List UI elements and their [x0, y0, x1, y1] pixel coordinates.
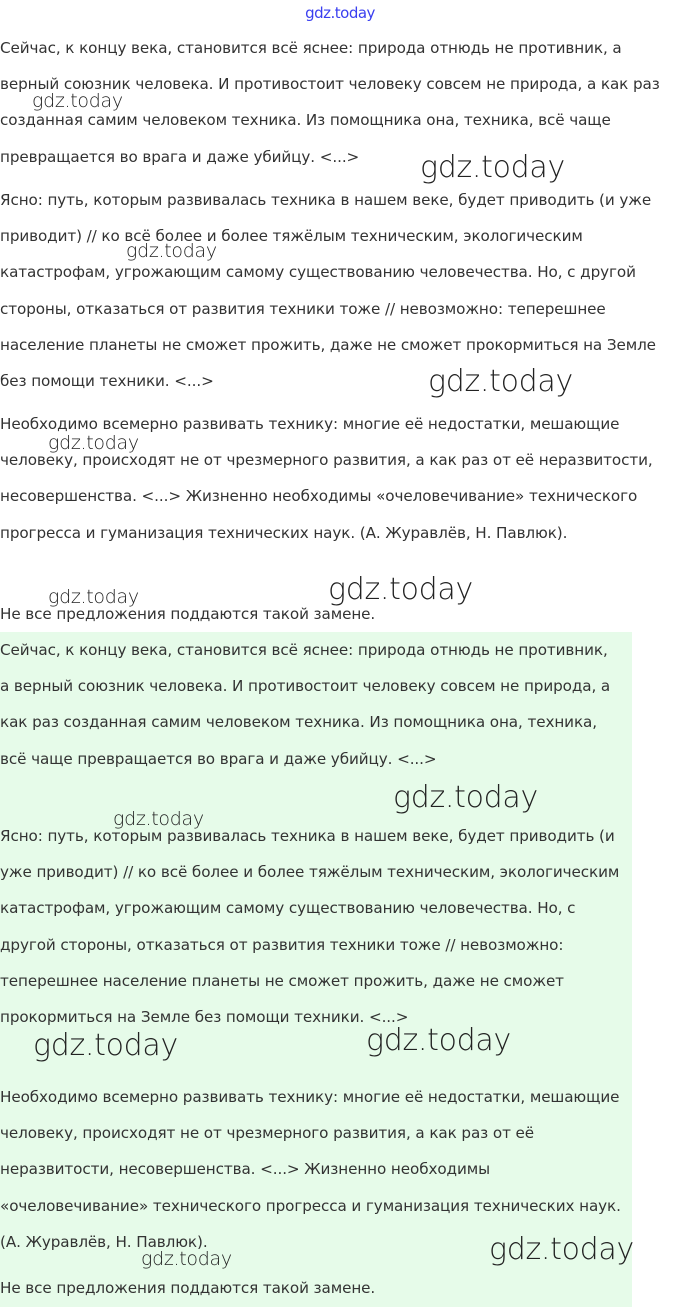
site-logo[interactable]: gdz.today — [305, 4, 375, 22]
watermark: gdz.today — [366, 1023, 511, 1058]
watermark: gdz.today — [32, 90, 123, 112]
source-paragraph-1: Сейчас, к концу века, становится всё яснее: природа отнюдь не противник, а верный союзник человека. И противостоит человеку совсем не природа, а как раз созданная самим человеком техника. Из помощника она, техника, всё чаще превращается во врага и даже убийцу. <...> — [0, 39, 660, 166]
source-paragraph-2: Ясно: путь, которым развивалась техника в нашем веке, будет приводить (и уже приводит) // ко всё более и более тяжёлым техническим, экологическим катастрофам, угрожающим самому существованию человечества. Но, с другой стороны, отказаться от развития техники тоже // невозможно: теперешнее население планеты не сможет прожить, даже не сможет прокормиться на Земле без помощи техники. <...> — [0, 191, 656, 391]
answer-paragraph-3: Необходимо всемерно развивать технику: многие её недостатки, мешающие человеку, происходят не от чрезмерного развития, а как раз от её неразвитости, несовершенства. <...> Жизненно необходимы «очеловечивание» технического прогресса и гуманизация технических наук. (А. Журавлёв, Н. Павлюк). — [0, 1088, 621, 1251]
watermark: gdz.today — [393, 780, 538, 815]
watermark: gdz.today — [328, 572, 473, 607]
watermark: gdz.today — [33, 1028, 178, 1063]
watermark: gdz.today — [420, 150, 565, 185]
watermark: gdz.today — [113, 808, 204, 830]
watermark: gdz.today — [428, 364, 573, 399]
answer-note: Не все предложения поддаются такой замене. — [0, 1279, 376, 1297]
watermark: gdz.today — [489, 1232, 634, 1267]
watermark: gdz.today — [48, 586, 139, 608]
watermark: gdz.today — [126, 240, 217, 262]
source-note: Не все предложения поддаются такой замене. — [0, 605, 376, 623]
source-paragraph-3: Необходимо всемерно развивать технику: многие её недостатки, мешающие человеку, происходят не от чрезмерного развития, а как раз от её неразвитости, несовершенства. <...> Жизненно необходимы «очеловечивание» технического прогресса и гуманизация технических наук. (А. Журавлёв, Н. Павлюк). — [0, 415, 653, 542]
answer-block — [0, 632, 632, 1307]
answer-paragraph-1: Сейчас, к концу века, становится всё яснее: природа отнюдь не противник, а верный союзник человека. И противостоит человеку совсем не природа, а как раз созданная самим человеком техника. Из помощника она, техника, всё чаще превращается во врага и даже убийцу. <...> — [0, 641, 611, 768]
watermark: gdz.today — [48, 432, 139, 454]
answer-paragraph-2: Ясно: путь, которым развивалась техника в нашем веке, будет приводить (и уже приводит) // ко всё более и более тяжёлым техническим, экологическим катастрофам, угрожающим самому существованию человечества. Но, с другой стороны, отказаться от развития техники тоже // невозможно: теперешнее население планеты не сможет прожить, даже не сможет прокормиться на Земле без помощи техники. <...> — [0, 827, 620, 1027]
watermark: gdz.today — [141, 1248, 232, 1270]
